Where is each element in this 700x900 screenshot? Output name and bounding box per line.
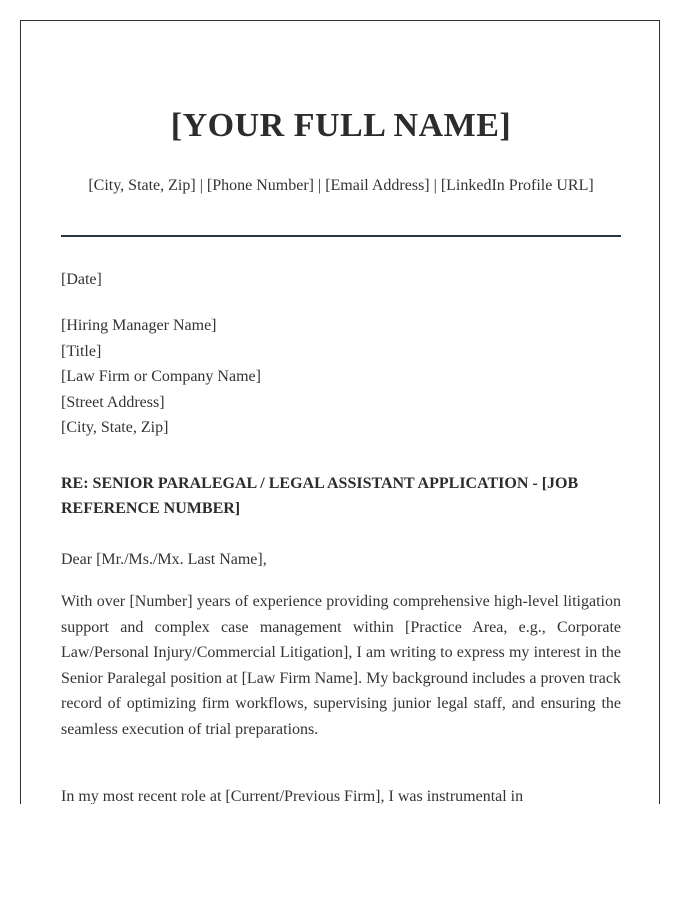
- letter-date: [Date]: [61, 271, 102, 288]
- contact-info-line: [City, State, Zip] | [Phone Number] | [Email Address] | [LinkedIn Profile URL]: [88, 177, 594, 194]
- subject-line: RE: SENIOR PARALEGAL / LEGAL ASSISTANT APPLICATION - [JOB REFERENCE NUMBER]: [61, 475, 579, 517]
- letter-page: [20, 20, 660, 804]
- recipient-title: [Title]: [61, 342, 102, 360]
- header-divider: [61, 235, 621, 237]
- recipient-company: [Law Firm or Company Name]: [61, 368, 261, 385]
- recipient-name: [Hiring Manager Name]: [61, 317, 217, 334]
- recipient-street: [Street Address]: [61, 393, 165, 411]
- body-paragraph-1: With over [Number] years of experience providing comprehensive high-level litigation support and complex case management within [Practice Area, e.g., Corporate Law/Personal Injury/Commercial Litigation], I am writing to express my interest in the Senior Paralegal position at [Law Firm Name]. My background includes a proven track record of optimizing firm workflows, supervising junior legal staff, and ensuring the seamless execution of trial preparations.: [61, 593, 621, 738]
- body-paragraph-2: In my most recent role at [Current/Previous Firm], I was instrumental in: [61, 788, 524, 804]
- recipient-city-state-zip: [City, State, Zip]: [61, 419, 169, 436]
- applicant-name-heading: [YOUR FULL NAME]: [170, 107, 512, 144]
- salutation: Dear [Mr./Ms./Mx. Last Name],: [61, 551, 267, 568]
